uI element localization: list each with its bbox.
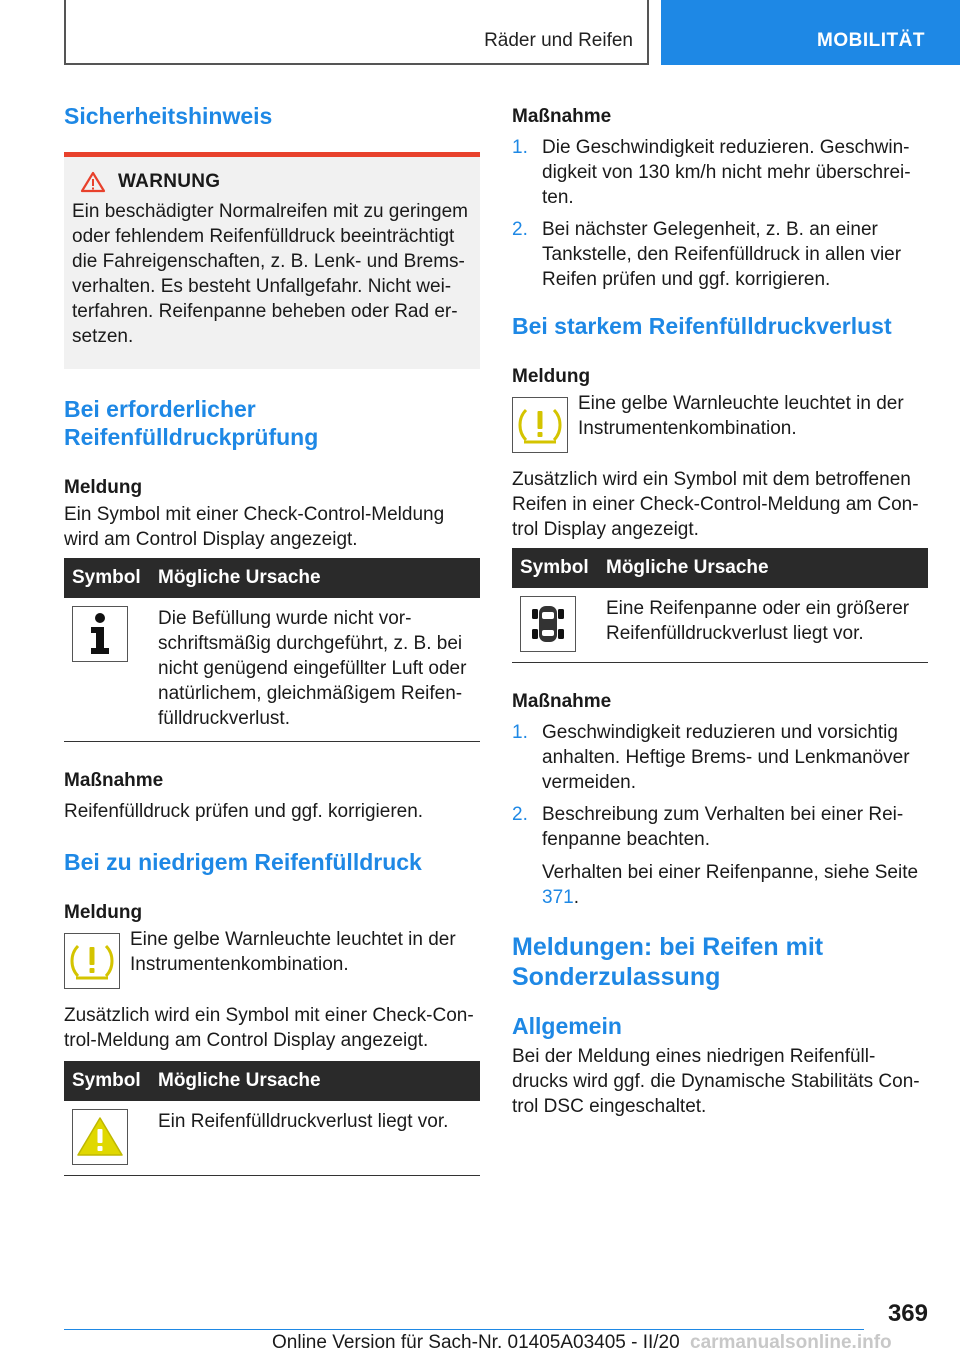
table-header-symbol: Symbol (64, 1061, 150, 1101)
meldung-text: Eine gelbe Warnleuchte leuchtet in der Instrumentenkombination. (578, 393, 904, 439)
massnahme-text: Reifenfülldruck prüfen und ggf. korrigieren. (64, 801, 424, 822)
list-item (512, 217, 928, 292)
safety-title: Sicherheitshinweis (64, 103, 273, 129)
reference-end: . (573, 887, 579, 908)
reference-text: Verhalten bei einer Reifenpanne, siehe Seite (542, 862, 919, 883)
massnahme-heading: Maßnahme (512, 691, 612, 712)
table-header-symbol: Symbol (512, 548, 598, 588)
section-title-special-tires: Meldungen: bei Reifen mit Sonderzulassung (512, 933, 824, 991)
step-text: Beschreibung zum Verhalten bei einer Rei-fenpanne beachten. (542, 804, 904, 850)
table-header-cause: Mögliche Ursache (150, 1061, 480, 1101)
list-item (512, 135, 928, 210)
meldung-row (64, 927, 480, 989)
page-link-371[interactable]: 371 (542, 887, 574, 908)
right-column (512, 100, 928, 1119)
footer-online-version: Online Version für Sach-Nr. 01405A03405 - II/20 (272, 1332, 680, 1353)
subsection-title-general: Allgemein (512, 1013, 622, 1039)
table-header-cause: Mögliche Ursache (598, 548, 928, 588)
warning-header (72, 171, 472, 193)
step-number: 1. (512, 137, 528, 158)
header-chapter-label: MOBILITÄT (817, 30, 925, 51)
tpms-warning-icon (512, 397, 568, 453)
tpms-warning-icon (64, 933, 120, 989)
step-number: 2. (512, 804, 528, 825)
info-icon (72, 606, 128, 662)
steps-list-1 (512, 135, 928, 292)
footer-divider (64, 1329, 864, 1330)
section-title-low-pressure: Bei zu niedrigem Reifenfülldruck (64, 849, 422, 875)
header-section-title: Räder und Reifen (484, 30, 633, 51)
steps-list-2 (512, 720, 928, 910)
meldung-heading: Meldung (512, 366, 591, 387)
meldung-text: Eine gelbe Warnleuchte leuchtet in der Instrumentenkombination. (130, 929, 456, 975)
step-text: Die Geschwindigkeit reduzieren. Geschwin-digkeit von 130 km/h nicht mehr überschrei-ten. (542, 137, 911, 208)
meldung-text: Ein Symbol mit einer Check-Control-Meldung wird am Control Display angezeigt. (64, 504, 445, 550)
table-row (512, 588, 928, 663)
massnahme-heading: Maßnahme (64, 770, 164, 791)
car-tire-icon (520, 596, 576, 652)
step-number: 1. (512, 722, 528, 743)
step-number: 2. (512, 219, 528, 240)
table-header-symbol: Symbol (64, 558, 150, 598)
table-cell-cause: Eine Reifenpanne oder ein größerer Reifenfülldruckverlust liegt vor. (598, 588, 928, 663)
header-chapter-tab[interactable] (661, 0, 960, 65)
massnahme-heading: Maßnahme (512, 106, 612, 127)
section-title-pressure-check: Bei erforderlicher Reifenfülldruckprüfung (64, 396, 319, 450)
symbol-table-3 (512, 548, 928, 663)
table-header-cause: Mögliche Ursache (150, 558, 480, 598)
step-reference (542, 860, 928, 910)
meldung-row (512, 391, 928, 453)
warning-triangle-icon (72, 1109, 128, 1165)
meldung-heading: Meldung (64, 902, 143, 923)
warning-label: WARNUNG (118, 171, 221, 192)
table-cell-cause: Ein Reifenfülldruckverlust liegt vor. (150, 1101, 480, 1176)
additional-text: Zusätzlich wird ein Symbol mit dem betroffenen Reifen in einer Check-Control-Meldung am Con-trol Display angezeigt. (512, 469, 919, 540)
step-text: Bei nächster Gelegenheit, z. B. an einer Tankstelle, den Reifenfülldruck in allen vier Reifen prüfen und ggf. korrigieren. (542, 219, 902, 290)
header-section-box (64, 0, 649, 65)
additional-text: Zusätzlich wird ein Symbol mit einer Check-Con-trol-Meldung am Control Display angezeigt. (64, 1005, 474, 1051)
warning-text: Ein beschädigter Normalreifen mit zu geringem oder fehlendem Reifenfülldruck beeinträchtigt die Fahreigenschaften, z. B. Lenk- und Brems-verhalten. Es besteht Unfallgefahr. Nicht wei-terfahren. Reifenpanne beheben oder Rad er-setzen. (72, 201, 469, 347)
table-row (64, 1101, 480, 1176)
symbol-table-1 (64, 558, 480, 742)
table-cell-cause: Die Befüllung wurde nicht vor-schriftsmäßig durchgeführt, z. B. bei nicht genügend eingefüllter Luft oder natürlichem, gleichmäßigem Reifen-fülldruckverlust. (150, 598, 480, 742)
page-number: 369 (887, 1300, 928, 1327)
table-row (64, 598, 480, 742)
left-column (64, 100, 480, 1176)
general-text: Bei der Meldung eines niedrigen Reifenfüll-drucks wird ggf. die Dynamische Stabilitäts Con-trol DSC eingeschaltet. (512, 1046, 920, 1117)
symbol-table-2 (64, 1061, 480, 1176)
warning-triangle-icon (80, 171, 106, 193)
footer-watermark[interactable]: carmanualsonline.info (690, 1332, 892, 1353)
list-item (512, 802, 928, 910)
step-text: Geschwindigkeit reduzieren und vorsichtig anhalten. Heftige Brems- und Lenkmanöver vermeiden. (542, 722, 910, 793)
list-item (512, 720, 928, 795)
warning-box (64, 152, 480, 369)
section-title-strong-loss: Bei starkem Reifenfülldruckverlust (512, 313, 892, 339)
meldung-heading: Meldung (64, 477, 143, 498)
